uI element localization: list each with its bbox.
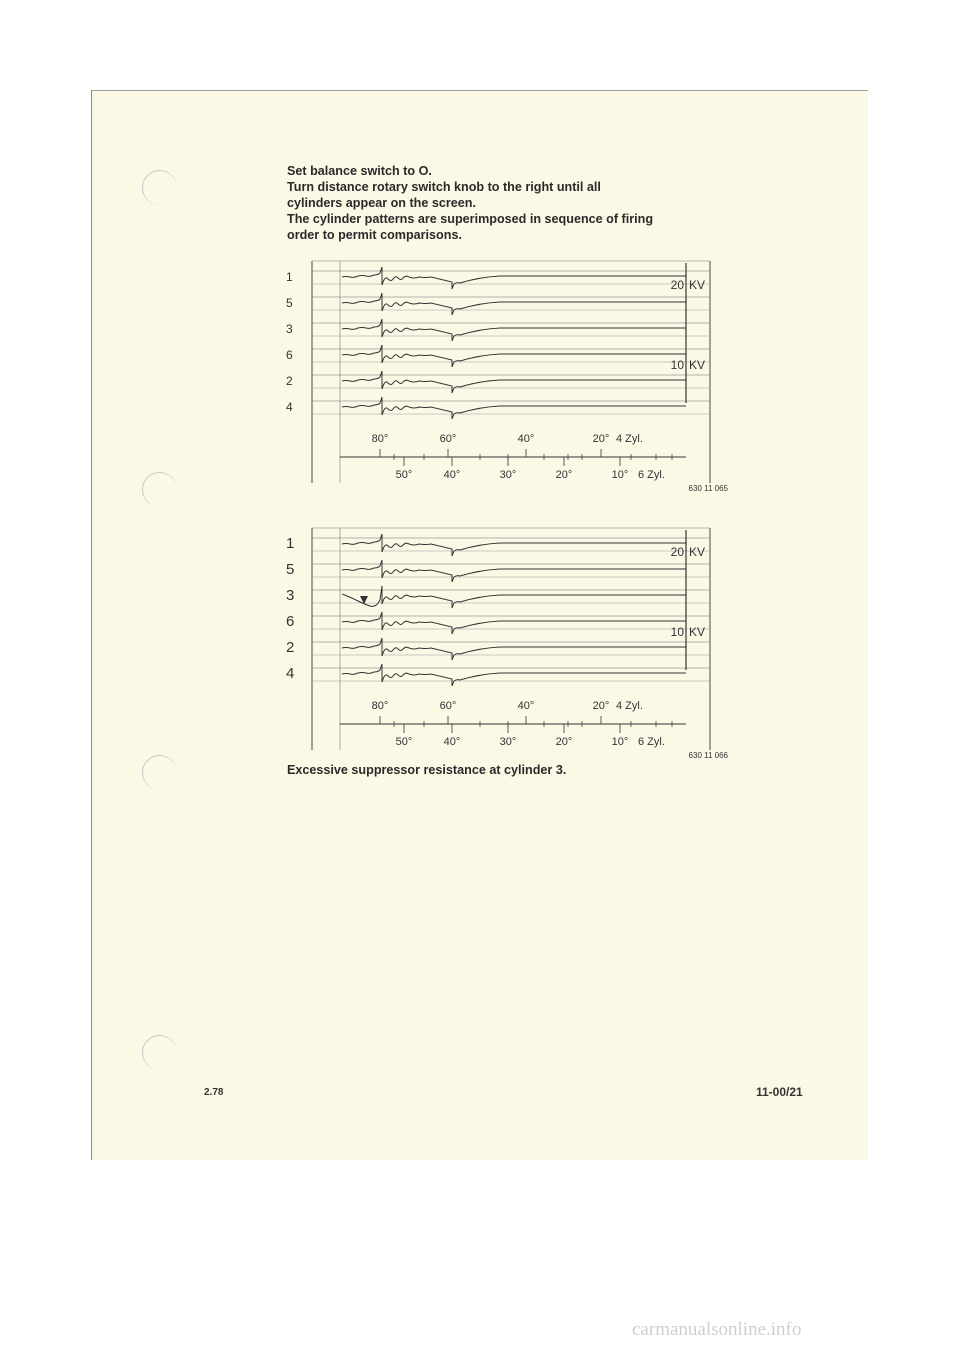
figure-caption: Excessive suppressor resistance at cylinder 3. bbox=[287, 763, 567, 777]
kv-unit: KV bbox=[689, 278, 706, 292]
cylinder-label: 4 bbox=[286, 665, 295, 682]
cylinder-label: 6 bbox=[286, 348, 293, 362]
scale-4zyl-label: 80° bbox=[371, 700, 389, 712]
scale-6zyl-label: 40° bbox=[443, 736, 461, 748]
scale-6zyl-label: 10° bbox=[611, 469, 629, 481]
oscilloscope-figure-2 bbox=[276, 522, 736, 764]
cylinder-trace bbox=[342, 534, 686, 556]
cylinder-trace bbox=[342, 319, 686, 341]
punch-hole-mark bbox=[142, 1035, 177, 1070]
scale-4zyl-name: 4 Zyl. bbox=[616, 700, 643, 712]
scale-6zyl-name: 6 Zyl. bbox=[638, 469, 665, 481]
footer-date: 2.78 bbox=[204, 1087, 224, 1098]
cylinder-trace bbox=[342, 293, 686, 315]
scale-6zyl-label: 20° bbox=[555, 469, 573, 481]
instruction-line: Set balance switch to O. bbox=[287, 164, 432, 178]
kv-value-10: 10 bbox=[670, 358, 684, 372]
cylinder-trace bbox=[342, 560, 686, 582]
scale-6zyl-label: 40° bbox=[443, 469, 461, 481]
scale-6zyl-label: 20° bbox=[555, 736, 573, 748]
cylinder-trace bbox=[342, 267, 686, 289]
cylinder-label: 1 bbox=[286, 535, 295, 552]
cylinder-label: 3 bbox=[286, 322, 293, 336]
scale-6zyl-name: 6 Zyl. bbox=[638, 736, 665, 748]
page-left-rule bbox=[91, 90, 92, 1160]
cylinder-trace bbox=[342, 586, 686, 608]
cylinder-trace bbox=[342, 371, 686, 393]
cylinder-trace bbox=[342, 638, 686, 660]
scale-4zyl-label: 60° bbox=[439, 433, 457, 445]
cylinder-trace bbox=[342, 612, 686, 634]
scale-6zyl-label: 30° bbox=[499, 736, 517, 748]
cylinder-label: 6 bbox=[286, 613, 295, 630]
scale-4zyl-label: 40° bbox=[517, 700, 535, 712]
scale-4zyl-label: 20° bbox=[592, 433, 610, 445]
instruction-line: Turn distance rotary switch knob to the right until all bbox=[287, 180, 601, 194]
instruction-line: order to permit comparisons. bbox=[287, 228, 462, 242]
cylinder-label: 5 bbox=[286, 296, 293, 310]
punch-hole-mark bbox=[142, 472, 177, 507]
punch-hole-mark bbox=[142, 170, 177, 205]
cylinder-label: 2 bbox=[286, 639, 295, 656]
cylinder-trace bbox=[342, 664, 686, 686]
cylinder-label: 2 bbox=[286, 374, 293, 388]
kv-value-20: 20 bbox=[670, 545, 684, 559]
instruction-line: cylinders appear on the screen. bbox=[287, 196, 476, 210]
kv-unit: KV bbox=[689, 358, 706, 372]
cylinder-trace bbox=[342, 397, 686, 419]
watermark: carmanualsonline.info bbox=[632, 1319, 802, 1340]
cylinder-label: 4 bbox=[286, 400, 293, 414]
kv-unit: KV bbox=[689, 625, 706, 639]
instruction-line: The cylinder patterns are superimposed in sequence of firing bbox=[287, 212, 654, 226]
page-top-rule bbox=[92, 90, 868, 91]
scale-6zyl-label: 30° bbox=[499, 469, 517, 481]
oscilloscope-figure-1 bbox=[276, 255, 736, 497]
punch-hole-mark bbox=[142, 755, 177, 790]
scale-4zyl-label: 60° bbox=[439, 700, 457, 712]
scale-6zyl-label: 50° bbox=[395, 469, 413, 481]
kv-value-10: 10 bbox=[670, 625, 684, 639]
kv-unit: KV bbox=[689, 545, 706, 559]
cylinder-label: 5 bbox=[286, 561, 295, 578]
figure-number: 630 11 065 bbox=[688, 484, 728, 493]
footer-page-number: 11-00/21 bbox=[756, 1085, 803, 1099]
scale-6zyl-label: 10° bbox=[611, 736, 629, 748]
instruction-text bbox=[287, 163, 747, 243]
kv-value-20: 20 bbox=[670, 278, 684, 292]
scale-4zyl-label: 40° bbox=[517, 433, 535, 445]
figure-number: 630 11 066 bbox=[688, 751, 728, 760]
cylinder-label: 1 bbox=[286, 270, 293, 284]
scale-4zyl-label: 20° bbox=[592, 700, 610, 712]
scale-4zyl-label: 80° bbox=[371, 433, 389, 445]
scale-4zyl-name: 4 Zyl. bbox=[616, 433, 643, 445]
cylinder-trace bbox=[342, 345, 686, 367]
cylinder-label: 3 bbox=[286, 587, 295, 604]
scale-6zyl-label: 50° bbox=[395, 736, 413, 748]
